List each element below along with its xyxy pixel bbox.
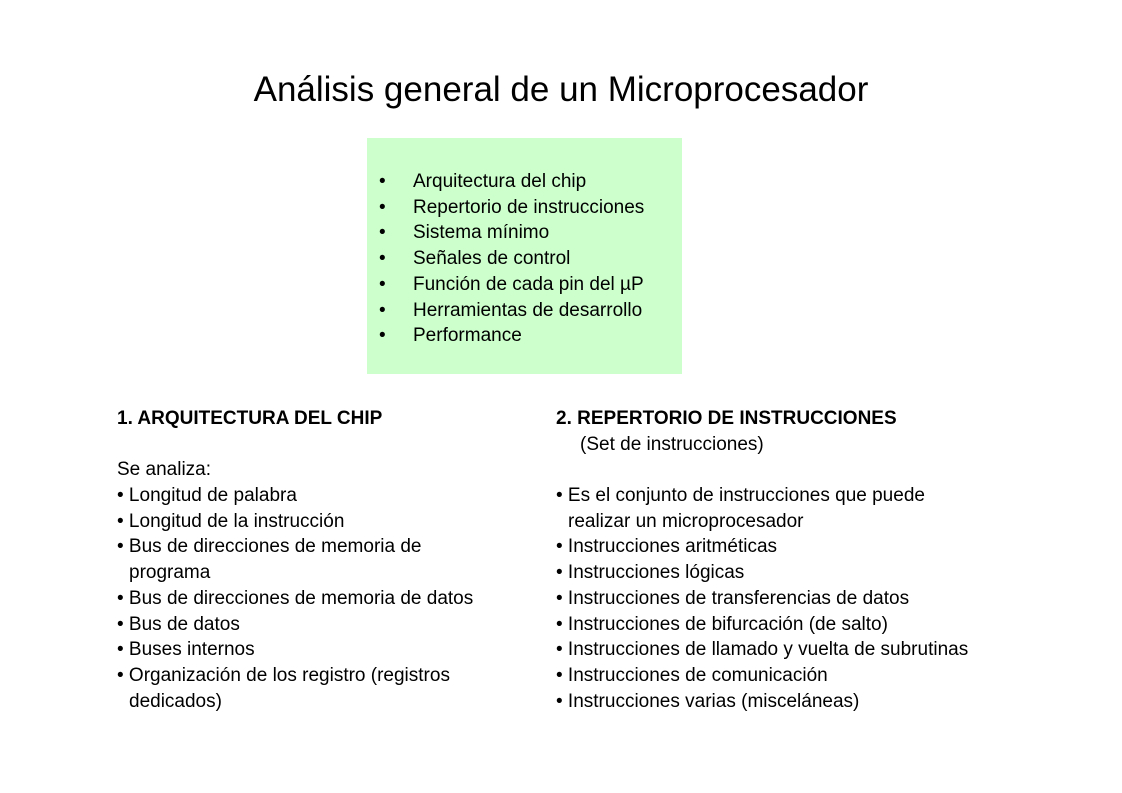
summary-box [367, 138, 682, 374]
list-item: • Instrucciones de bifurcación (de salto) [556, 613, 888, 635]
spacer [556, 457, 968, 483]
summary-item-label: Herramientas de desarrollo [413, 299, 643, 321]
summary-item-label: Arquitectura del chip [413, 171, 587, 192]
bullet-marker: • [379, 299, 386, 321]
list-item-continuation: dedicados) [129, 690, 222, 712]
bullet-marker: • [379, 248, 386, 270]
summary-item-funcion [367, 272, 682, 298]
bullet-marker: • [379, 273, 386, 295]
summary-item-label: Función de cada pin del µP [413, 273, 644, 295]
section-intro: Se analiza: [117, 459, 212, 481]
summary-item-repertorio [367, 195, 682, 221]
summary-item-herramientas [367, 298, 682, 324]
bullet-marker: • [379, 171, 386, 192]
list-item-continuation: realizar un microprocesador [568, 510, 804, 532]
list-item: • Instrucciones lógicas [556, 562, 745, 584]
list-item: • Longitud de palabra [117, 485, 297, 507]
summary-item-sistema [367, 220, 682, 246]
summary-item-label: Sistema mínimo [413, 222, 550, 244]
section-subheading: (Set de instrucciones) [580, 433, 764, 455]
section-arquitectura [117, 406, 473, 714]
list-item: • Instrucciones aritméticas [556, 536, 778, 558]
summary-list [367, 169, 682, 349]
list-item-continuation: programa [129, 562, 211, 584]
summary-item-label: Performance [413, 325, 522, 347]
section-repertorio [556, 406, 968, 714]
list-item: • Instrucciones de transferencias de datos [556, 587, 910, 609]
summary-item-label: Repertorio de instrucciones [413, 196, 645, 218]
page-title: Análisis general de un Microprocesador [253, 70, 869, 109]
bullet-marker: • [379, 196, 386, 218]
spacer [117, 432, 473, 458]
list-item: • Buses internos [117, 639, 255, 661]
list-item: • Organización de los registro (registros [117, 664, 450, 686]
summary-item-arquitectura [367, 169, 682, 195]
bullet-marker: • [379, 325, 386, 347]
list-item: • Es el conjunto de instrucciones que puede [556, 485, 925, 507]
list-item: • Instrucciones de comunicación [556, 664, 828, 686]
summary-item-label: Señales de control [413, 248, 571, 270]
list-item: • Bus de datos [117, 613, 240, 635]
list-item: • Bus de direcciones de memoria de datos [117, 587, 474, 609]
section-heading: 1. ARQUITECTURA DEL CHIP [117, 408, 383, 429]
list-item: • Bus de direcciones de memoria de [117, 536, 422, 558]
list-item: • Instrucciones de llamado y vuelta de subrutinas [556, 639, 969, 661]
list-item: • Instrucciones varias (misceláneas) [556, 690, 860, 712]
section-heading: 2. REPERTORIO DE INSTRUCCIONES [556, 408, 897, 429]
list-item: • Longitud de la instrucción [117, 510, 345, 532]
summary-item-performance [367, 323, 682, 349]
bullet-marker: • [379, 222, 386, 244]
summary-item-senales [367, 246, 682, 272]
